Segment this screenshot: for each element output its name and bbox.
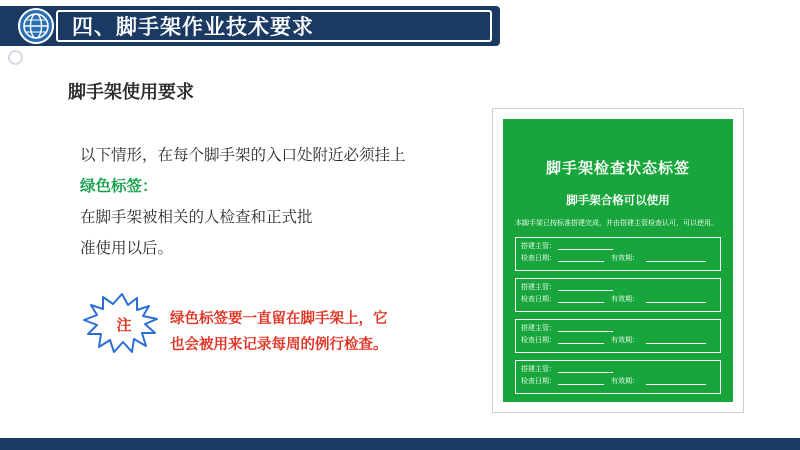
- poster-row-line-a: [558, 372, 613, 373]
- poster-row-validity-label: 有效期：: [611, 255, 639, 262]
- poster-row: [515, 278, 721, 312]
- poster-row-date-label: 检查日期：: [521, 378, 556, 385]
- footer-bar: [0, 438, 800, 450]
- green-label-text: 绿色标签：: [80, 178, 158, 195]
- poster-row-line-c: [646, 343, 706, 344]
- poster-row-line-a: [558, 331, 613, 332]
- note-badge-label: 注: [116, 317, 132, 334]
- poster-row-validity-label: 有效期：: [611, 337, 639, 344]
- poster-row-list: [515, 237, 721, 394]
- poster-row-supervisor-label: 搭建主管：: [521, 325, 556, 332]
- section-subtitle: 脚手架使用要求: [68, 82, 194, 102]
- poster-row-date-label: 检查日期：: [521, 337, 556, 344]
- poster-row-supervisor-label: 搭建主管：: [521, 284, 556, 291]
- poster-title: 脚手架检查状态标签: [545, 160, 690, 177]
- poster-row: [515, 237, 721, 271]
- body-text: [80, 140, 480, 264]
- poster-row-validity-label: 有效期：: [611, 378, 639, 385]
- body-line-2: 在脚手架被相关的人检查和正式批: [80, 209, 313, 226]
- poster-row-date-label: 检查日期：: [521, 296, 556, 303]
- poster-row-supervisor-label: 搭建主管：: [521, 243, 556, 250]
- body-line-1: 以下情形，在每个脚手架的入口处附近必须挂上: [80, 147, 406, 164]
- poster-subtitle: 脚手架合格可以使用: [566, 195, 670, 207]
- poster-row-line-c: [646, 384, 706, 385]
- globe-icon: [18, 8, 54, 44]
- note-text: [170, 306, 470, 358]
- page-title: 四、脚手架作业技术要求: [72, 16, 314, 39]
- poster-row-line-c: [646, 261, 706, 262]
- poster-row-validity-label: 有效期：: [611, 296, 639, 303]
- poster-row: [515, 360, 721, 394]
- poster-row-line-a: [558, 249, 613, 250]
- poster-note: 本脚手架已按标准搭建完成，并由搭建主管检查认可，可以使用。: [515, 220, 718, 227]
- poster-row-line-c: [646, 302, 706, 303]
- poster-row-line-b: [558, 261, 604, 262]
- poster-row-line-a: [558, 290, 613, 291]
- decorative-ring: [8, 50, 23, 65]
- poster-row-supervisor-label: 搭建主管：: [521, 366, 556, 373]
- poster-row-line-b: [558, 343, 604, 344]
- poster-row: [515, 319, 721, 353]
- poster-frame: [492, 108, 744, 413]
- scaffold-tag-poster: [503, 119, 733, 402]
- note-line-1: 绿色标签要一直留在脚手架上，它: [170, 311, 388, 327]
- body-line-3: 准使用以后。: [80, 240, 174, 257]
- poster-row-line-b: [558, 302, 604, 303]
- note-line-2: 也会被用来记录每周的例行检查。: [170, 337, 388, 353]
- poster-row-line-b: [558, 384, 604, 385]
- poster-row-date-label: 检查日期：: [521, 255, 556, 262]
